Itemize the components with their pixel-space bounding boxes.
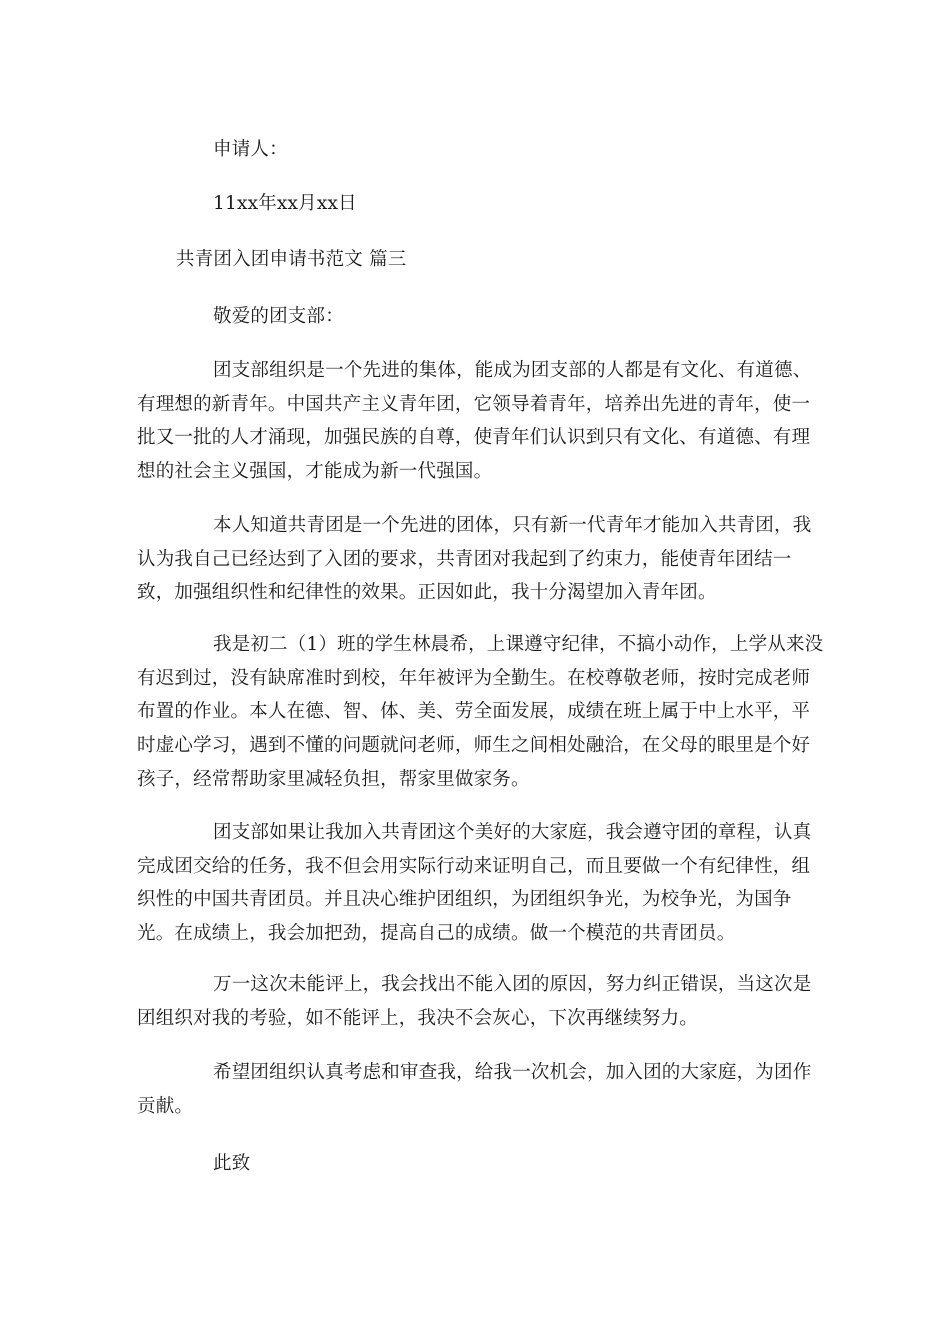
applicant-label: 申请人： (213, 139, 288, 160)
salutation: 敬爱的团支部： (213, 306, 344, 327)
body-paragraph-2: 本人知道共青团是一个先进的团体，只有新一代青年才能加入共青团，我认为我自己已经达到了入团的要求，共青团对我起到了约束力，能使青年团结一致，加强组织性和纪律性的效果。正因如此，我十分渴望加入青年团。 (137, 515, 812, 604)
body-paragraph-6: 希望团组织认真考虑和审查我，给我一次机会，加入团的大家庭，为团作贡献。 (137, 1062, 812, 1117)
section-title: 共青团入团申请书范文 篇三 (176, 249, 407, 270)
closing: 此致 (213, 1153, 251, 1174)
body-paragraph-5: 万一这次未能评上，我会找出不能入团的原因，努力纠正错误，当这次是团组织对我的考验，如不能评上，我决不会灰心，下次再继续努力。 (137, 974, 812, 1029)
date-line: 11xx年xx月xx日 (213, 193, 357, 214)
body-paragraph-1: 团支部组织是一个先进的集体，能成为团支部的人都是有文化、有道德、有理想的新青年。中国共产主义青年团，它领导着青年，培养出先进的青年，使一批又一批的人才涌现，加强民族的自尊，使青年们认识到只有文化、有道德、有理想的社会主义强国，才能成为新一代强国。 (137, 360, 812, 483)
body-paragraph-4: 团支部如果让我加入共青团这个美好的大家庭，我会遵守团的章程，认真完成团交给的任务，我不但会用实际行动来证明自己，而且要做一个有纪律性，组织性的中国共青团员。并且决心维护团组织，为团组织争光，为校争光，为国争光。在成绩上，我会加把劲，提高自己的成绩。做一个模范的共青团员。 (137, 822, 812, 945)
body-paragraph-3: 我是初二（1）班的学生林晨希，上课遵守纪律，不搞小动作，上学从来没有迟到过，没有缺席准时到校，年年被评为全勤生。在校尊敬老师，按时完成老师布置的作业。本人在德、智、体、美、劳全面发展，成绩在班上属于中上水平，平时虚心学习，遇到不懂的问题就问老师，师生之间相处融洽，在父母的眼里是个好孩子，经常帮助家里减轻负担，帮家里做家务。 (137, 634, 824, 790)
